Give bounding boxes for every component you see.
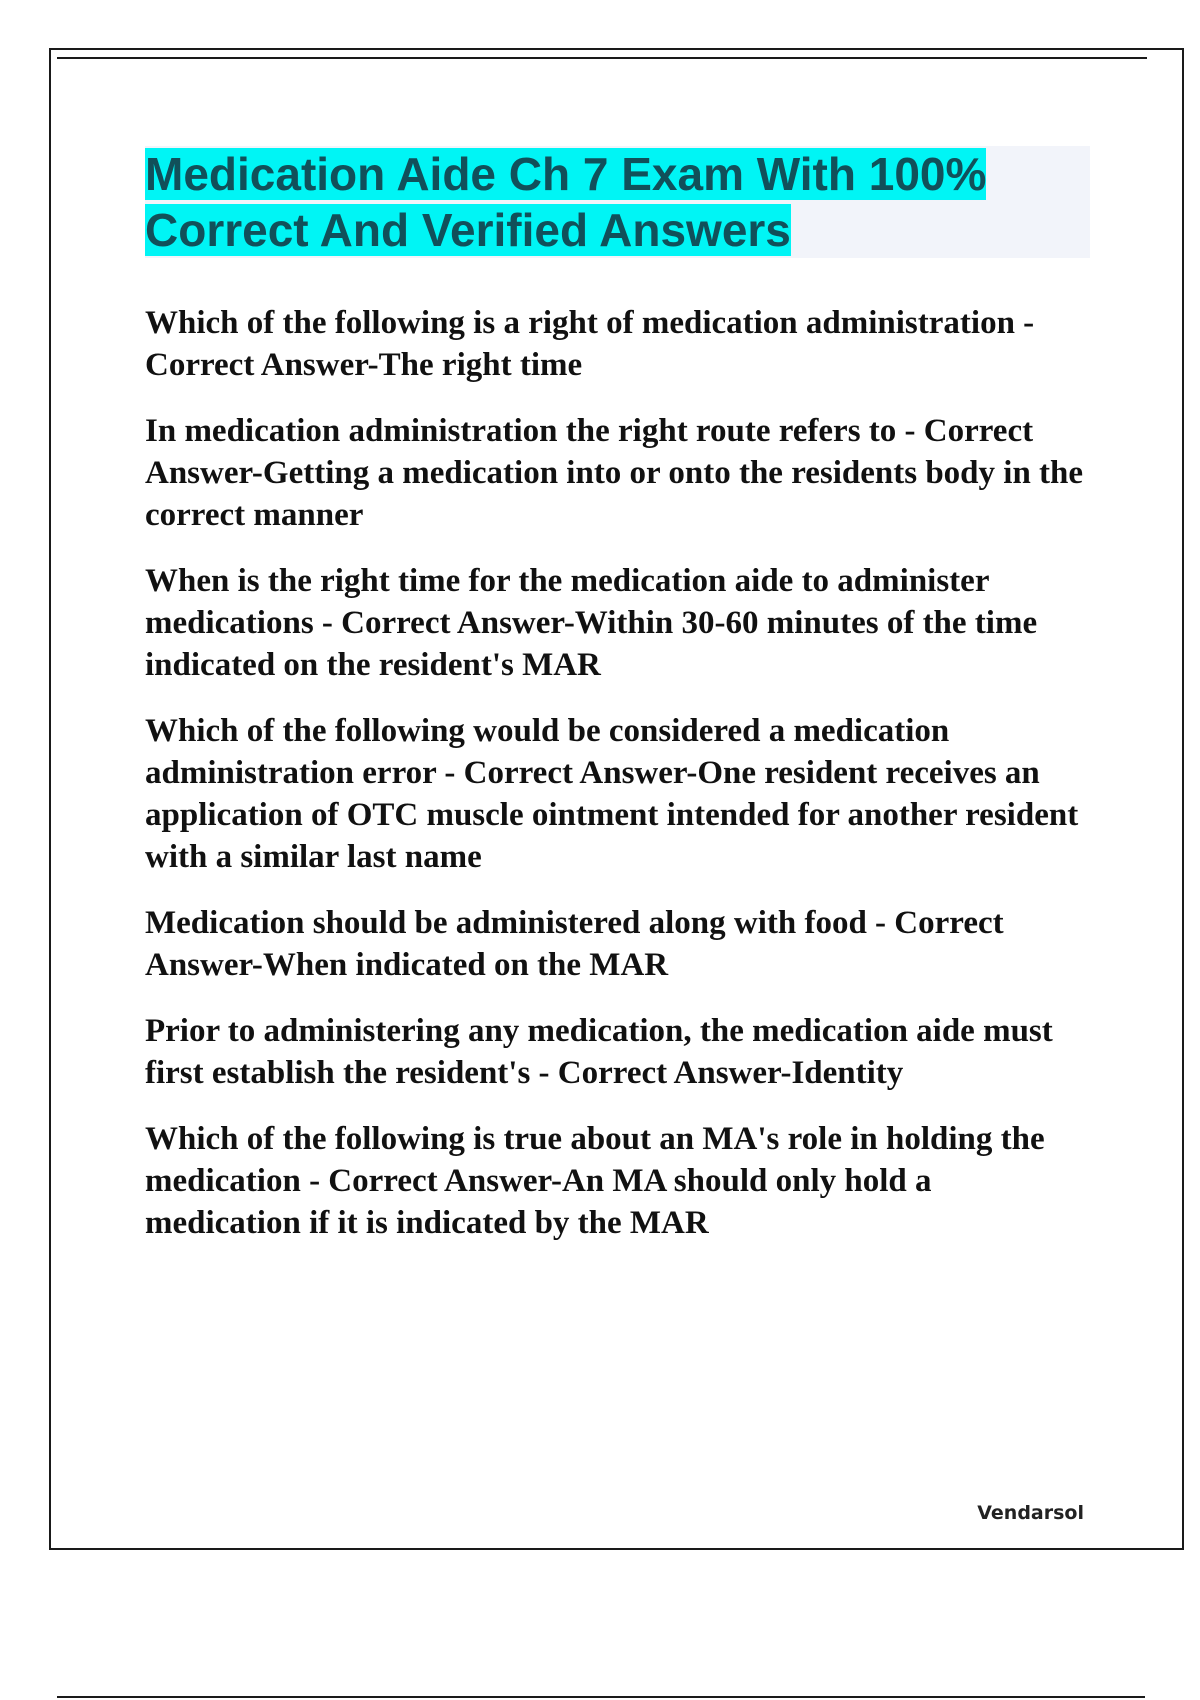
question-item: When is the right time for the medication aide to administer medications - Correct Answer-Within 30-60 minutes of the time indicated on the resident's MAR	[145, 563, 1038, 683]
question-item: Medication should be administered along with food - Correct Answer-When indicated on the MAR	[145, 905, 1004, 983]
question-item: Which of the following is true about an MA's role in holding the medication - Correct Answer-An MA should only hold a medication if it is indicated by the MAR	[145, 1121, 1045, 1241]
page-frame	[49, 48, 1184, 1550]
question-list	[145, 302, 1095, 1268]
question-item: Which of the following is a right of medication administration - Correct Answer-The right time	[145, 305, 1035, 383]
top-divider	[57, 57, 1147, 59]
question-item: Prior to administering any medication, the medication aide must first establish the resident's - Correct Answer-Identity	[145, 1013, 1053, 1091]
bottom-divider	[57, 1696, 1145, 1698]
title-highlight: Medication Aide Ch 7 Exam With 100% Correct And Verified Answers	[145, 148, 987, 256]
brand-footer: Vendarsol	[977, 1502, 1084, 1524]
question-item: Which of the following would be considered a medication administration error - Correct Answer-One resident receives an application of OTC muscle ointment intended for another resident with a similar last name	[145, 713, 1079, 875]
question-item: In medication administration the right route refers to - Correct Answer-Getting a medication into or onto the residents body in the correct manner	[145, 413, 1084, 533]
page-title	[145, 146, 1090, 258]
title-block	[145, 146, 1090, 258]
